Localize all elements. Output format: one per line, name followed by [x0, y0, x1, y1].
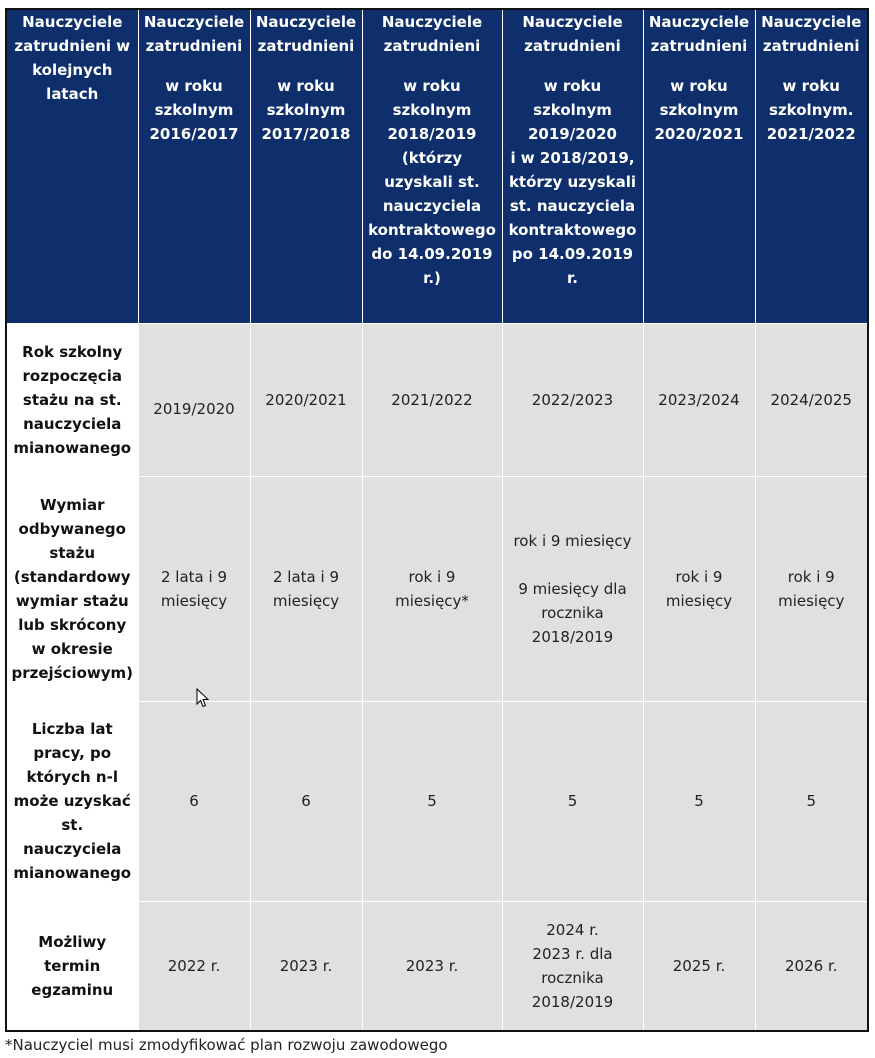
- text-line: 2018/2019: [387, 125, 477, 143]
- text-line: zatrudnieni w: [14, 37, 131, 55]
- text-line: szkolnym: [266, 101, 346, 119]
- text-line: zatrudnieni: [145, 37, 243, 55]
- text-line: w roku: [277, 77, 335, 95]
- text-line: rozpoczęcia: [22, 366, 122, 385]
- text-line: Możliwy: [38, 932, 107, 951]
- text-line: nauczyciela: [382, 197, 482, 215]
- header-cell-2017-2018: [250, 9, 362, 323]
- text-line: 2022 r.: [167, 956, 221, 975]
- table-cell: [643, 476, 755, 701]
- text-line: 2023 r. dla: [532, 944, 613, 963]
- text-line: 2023/2024: [658, 390, 740, 409]
- text-line: zatrudnieni: [762, 37, 860, 55]
- text-line: szkolnym: [533, 101, 612, 119]
- text-line: rocznika: [541, 968, 604, 987]
- text-line: których n-l: [26, 768, 118, 786]
- table-cell: [755, 701, 868, 901]
- text-line: Nauczyciele: [381, 13, 483, 31]
- text-line: uzyskali st.: [384, 173, 480, 191]
- text-line: rok i 9: [675, 567, 723, 586]
- text-line: miesięcy: [160, 591, 228, 610]
- text-line: Nauczyciele: [255, 13, 357, 31]
- table-cell: [362, 701, 502, 901]
- text-line: 2021/2022: [391, 390, 473, 409]
- text-line: Liczba lat: [31, 720, 113, 738]
- text-line: stażu: [49, 543, 96, 562]
- text-line: 2018/2019: [531, 627, 614, 646]
- header-cell-years: [6, 9, 138, 323]
- text-line: 2 lata i 9: [273, 567, 339, 586]
- text-line: 6: [301, 792, 311, 810]
- row-label-exam: [6, 901, 138, 1031]
- text-line: w roku: [165, 77, 223, 95]
- text-line: wymiar stażu: [15, 591, 129, 610]
- table-cell: [250, 476, 362, 701]
- text-line: do 14.09.2019: [371, 245, 493, 263]
- table-cell: [138, 323, 250, 476]
- text-line: kolejnych: [32, 61, 113, 79]
- table-cell-duration-2019-2020: [502, 476, 643, 701]
- text-line: r.): [423, 269, 441, 287]
- text-line: termin: [44, 956, 101, 975]
- text-line: może uzyskać: [13, 792, 131, 810]
- table-cell: [755, 901, 868, 1031]
- text-line: 9 miesięcy dla: [518, 579, 627, 598]
- text-line: w okresie: [31, 639, 113, 658]
- text-line: Nauczyciele: [22, 13, 123, 31]
- text-line: miesięcy*: [395, 591, 469, 610]
- text-line: szkolnym: [392, 101, 472, 119]
- text-line: st.: [61, 816, 84, 834]
- text-line: rok i 9: [787, 567, 835, 586]
- header-cell-2019-2020: [502, 9, 643, 323]
- mouse-cursor-icon: [196, 688, 210, 708]
- text-line: stażu na st.: [22, 390, 122, 409]
- text-line: rok i 9 miesięcy: [513, 531, 632, 550]
- text-line: 5: [694, 792, 704, 810]
- text-line: w roku: [543, 77, 602, 95]
- text-line: 2020/2021: [265, 390, 347, 409]
- table-cell: [755, 323, 868, 476]
- text-line: 2021/2022: [766, 125, 856, 143]
- text-line: 2016/2017: [149, 125, 239, 143]
- text-line: i w 2018/2019,: [510, 149, 635, 167]
- table-cell: [502, 323, 643, 476]
- header-row: [6, 9, 868, 323]
- text-line: Nauczyciele: [648, 13, 750, 31]
- text-line: rocznika: [541, 603, 604, 622]
- table-cell: [362, 901, 502, 1031]
- text-line: którzy uzyskali: [508, 173, 637, 191]
- text-line: 2022/2023: [531, 390, 614, 409]
- row-label-years-of-work: [6, 701, 138, 901]
- table-cell: [643, 323, 755, 476]
- text-line: 2023 r.: [405, 956, 459, 975]
- row-label-start-year: [6, 323, 138, 476]
- text-line: egzaminu: [31, 980, 114, 999]
- table-cell: [643, 901, 755, 1031]
- table-row-years-of-work: [6, 701, 868, 901]
- table-cell: [138, 476, 250, 701]
- text-line: 2023 r.: [279, 956, 333, 975]
- row-label-duration: [6, 476, 138, 701]
- text-line: 2 lata i 9: [161, 567, 227, 586]
- text-line: Rok szkolny: [22, 342, 123, 361]
- text-line: zatrudnieni: [650, 37, 748, 55]
- table-cell: [755, 476, 868, 701]
- text-line: 5: [427, 792, 437, 810]
- text-line: miesięcy: [272, 591, 340, 610]
- table-cell: [138, 901, 250, 1031]
- text-line: 5: [806, 792, 817, 810]
- text-line: szkolnym.: [769, 101, 854, 119]
- text-line: miesięcy: [665, 591, 733, 610]
- text-line: po 14.09.2019 r.: [511, 245, 634, 287]
- table-row-duration: [6, 476, 868, 701]
- text-line: nauczyciela: [23, 840, 122, 858]
- text-line: miesięcy: [778, 591, 845, 610]
- text-line: 2024/2025: [770, 390, 852, 409]
- text-line: Nauczyciele: [522, 13, 623, 31]
- text-line: przejściowym): [11, 663, 134, 682]
- table-cell: [643, 701, 755, 901]
- text-line: w roku: [670, 77, 728, 95]
- text-line: kontraktowego: [508, 221, 637, 239]
- header-cell-2020-2021: [643, 9, 755, 323]
- text-line: 5: [567, 792, 578, 810]
- text-line: (którzy: [401, 149, 463, 167]
- teacher-internship-table: [5, 8, 869, 1032]
- table-row-start-year: [6, 323, 868, 476]
- text-line: mianowanego: [13, 864, 132, 882]
- footnote: *Nauczyciel musi zmodyfikować plan rozwoju zawodowego: [5, 1036, 448, 1054]
- table-cell: [362, 476, 502, 701]
- text-line: Wymiar: [39, 495, 105, 514]
- text-line: latach: [46, 85, 99, 103]
- text-line: 2019/2020: [528, 125, 617, 143]
- text-line: pracy, po: [33, 744, 112, 762]
- text-line: 2020/2021: [654, 125, 744, 143]
- text-line: 2026 r.: [785, 956, 838, 975]
- text-line: Nauczyciele: [143, 13, 245, 31]
- table-row-exam: [6, 901, 868, 1031]
- text-line: zatrudnieni: [383, 37, 481, 55]
- text-line: zatrudnieni: [524, 37, 621, 55]
- text-line: nauczyciela: [23, 414, 122, 433]
- text-line: 2017/2018: [261, 125, 351, 143]
- text-line: w roku: [403, 77, 461, 95]
- table-cell: [502, 901, 643, 1031]
- table-cell: [502, 701, 643, 901]
- table-cell: [362, 323, 502, 476]
- text-line: Nauczyciele: [761, 13, 862, 31]
- text-line: 2018/2019: [531, 992, 614, 1011]
- header-cell-2018-2019: [362, 9, 502, 323]
- text-line: mianowanego: [13, 438, 132, 457]
- table-cell: [138, 701, 250, 901]
- text-line: kontraktowego: [368, 221, 496, 239]
- text-line: zatrudnieni: [257, 37, 355, 55]
- text-line: lub skrócony: [18, 615, 127, 634]
- text-line: 2025 r.: [672, 956, 726, 975]
- table-cell: [250, 701, 362, 901]
- text-line: odbywanego: [18, 519, 126, 538]
- text-line: (standardowy: [13, 567, 131, 586]
- table-cell: [250, 323, 362, 476]
- text-line: w roku: [782, 77, 840, 95]
- header-cell-2021-2022: [755, 9, 868, 323]
- text-line: rok i 9: [408, 567, 456, 586]
- text-line: 2019/2020: [153, 399, 235, 418]
- text-line: st. nauczyciela: [509, 197, 636, 215]
- text-line: 2024 r.: [546, 920, 599, 939]
- text-line: szkolnym: [659, 101, 739, 119]
- text-line: 6: [189, 792, 199, 810]
- table-cell: [250, 901, 362, 1031]
- text-line: szkolnym: [154, 101, 234, 119]
- header-cell-2016-2017: [138, 9, 250, 323]
